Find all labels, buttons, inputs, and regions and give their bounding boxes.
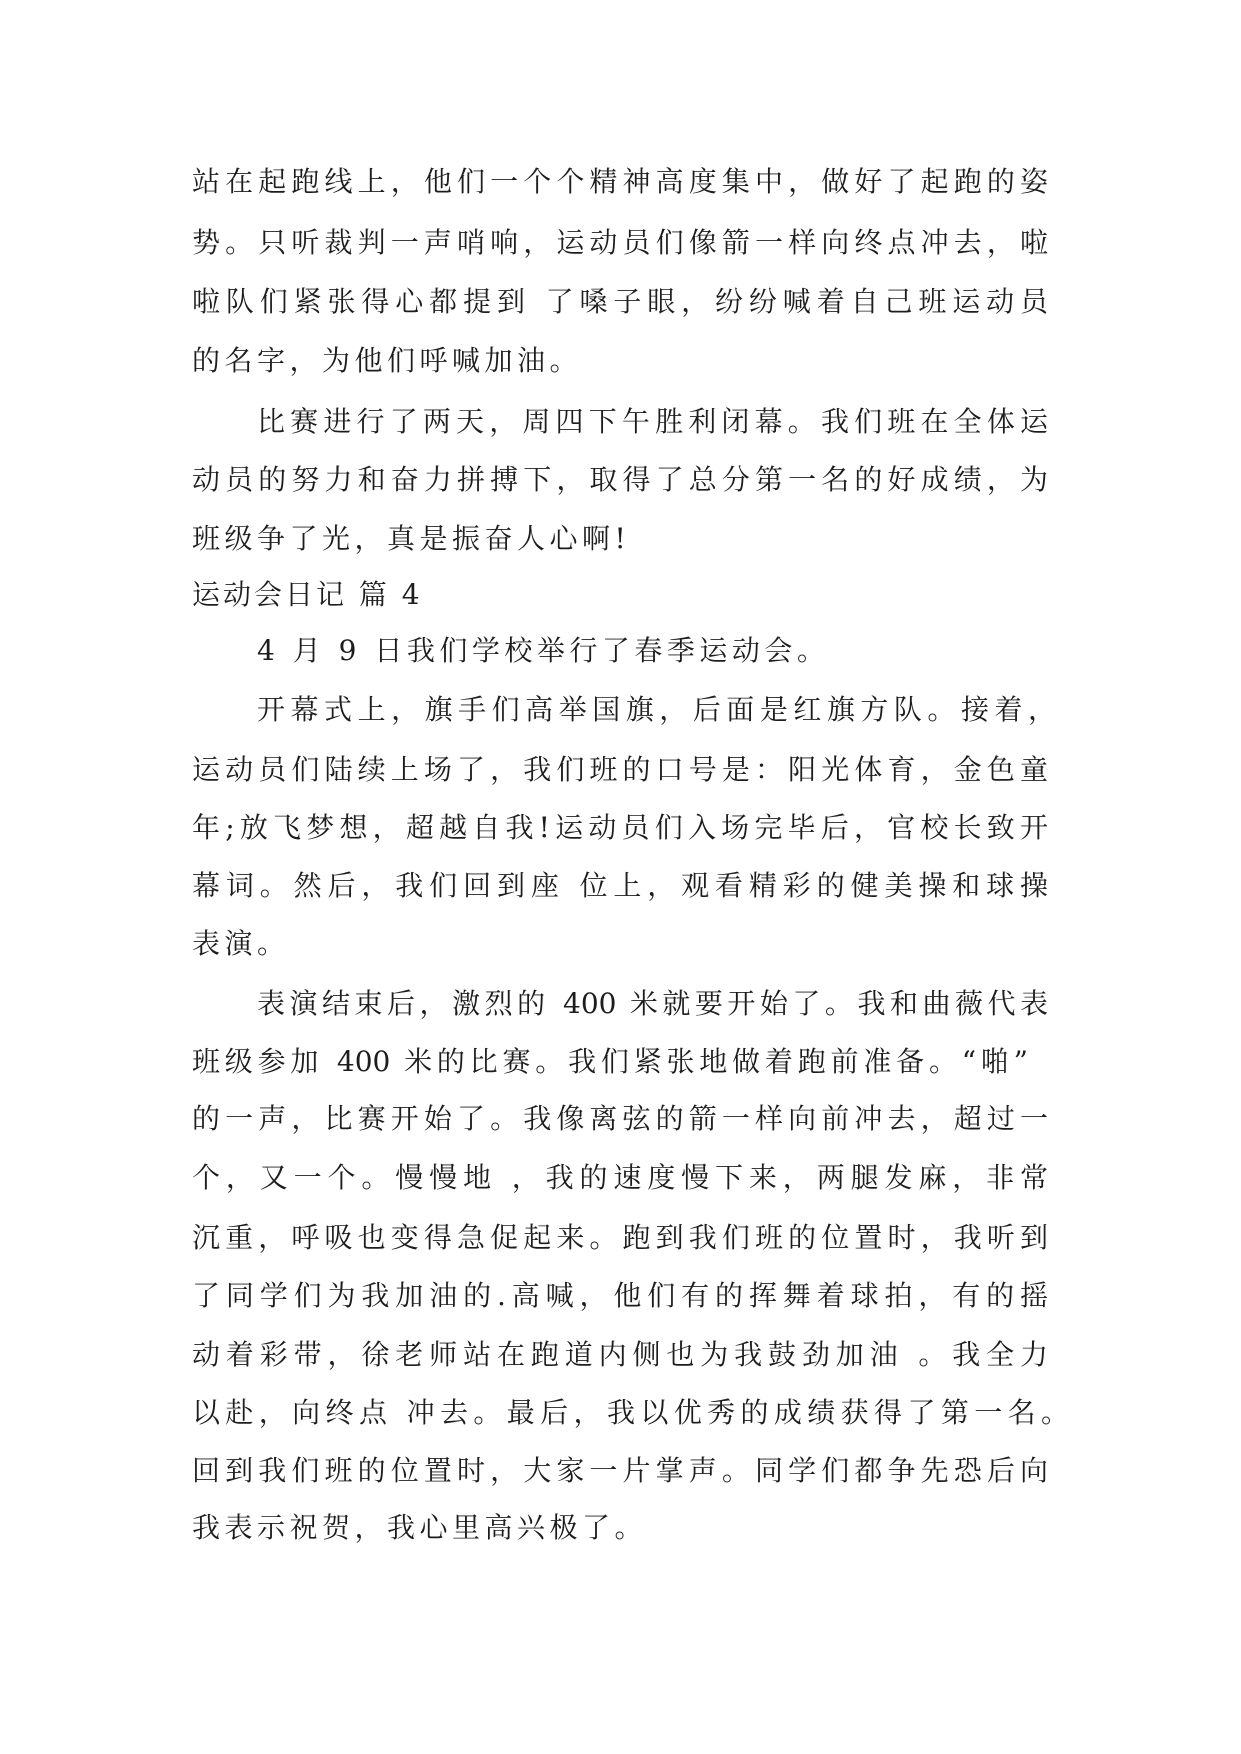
text-line: 沉重，呼吸也变得急促起来。跑到我们班的位置时，我听到 <box>192 1221 1048 1254</box>
text-line: 班级参加 400 米的比赛。我们紧张地做着跑前准备。“啪” <box>192 1045 1028 1078</box>
text-line: 运动员们陆续上场了，我们班的口号是：阳光体育，金色童 <box>192 753 1048 786</box>
text-line: 我表示祝贺，我心里高兴极了。 <box>192 1511 648 1544</box>
text-line: 表演结束后，激烈的 400 米就要开始了。我和曲薇代表 <box>257 987 1048 1020</box>
text-line: 表演。 <box>192 927 290 960</box>
text-line: 动着彩带，徐老师站在跑道内侧也为我鼓劲加油 。我全力 <box>192 1338 1048 1371</box>
text-line: 个，又一个。慢慢地 ，我的速度慢下来，两腿发麻，非常 <box>192 1161 1048 1194</box>
text-line: 了同学们为我加油的.高喊，他们有的挥舞着球拍，有的摇 <box>192 1279 1048 1312</box>
text-line: 站在起跑线上，他们一个个精神高度集中，做好了起跑的姿 <box>192 165 1048 198</box>
text-line: 年;放飞梦想，超越自我!运动员们入场完毕后，官校长致开 <box>192 811 1048 844</box>
text-line: 啦队们紧张得心都提到 了嗓子眼，纷纷喊着自己班运动员 <box>192 285 1048 318</box>
text-line: 4 月 9 日我们学校举行了春季运动会。 <box>257 634 830 667</box>
text-line: 的一声，比赛开始了。我像离弦的箭一样向前冲去，超过一 <box>192 1102 1048 1135</box>
text-line: 的名字，为他们呼喊加油。 <box>192 344 583 377</box>
text-line: 以赴，向终点 冲去。最后，我以优秀的成绩获得了第一名。 <box>192 1396 1069 1429</box>
section-heading: 运动会日记 篇 4 <box>192 578 423 611</box>
text-line: 回到我们班的位置时，大家一片掌声。同学们都争先恐后向 <box>192 1454 1048 1487</box>
text-line: 幕词。然后，我们回到座 位上，观看精彩的健美操和球操 <box>192 869 1048 902</box>
text-line: 开幕式上，旗手们高举国旗，后面是红旗方队。接着， <box>257 693 1056 726</box>
text-line: 动员的努力和奋力拼搏下，取得了总分第一名的好成绩，为 <box>192 463 1048 496</box>
text-line: 比赛进行了两天，周四下午胜利闭幕。我们班在全体运 <box>257 405 1048 438</box>
text-line: 势。只听裁判一声哨响，运动员们像箭一样向终点冲去，啦 <box>192 226 1048 259</box>
text-line: 班级争了光，真是振奋人心啊! <box>192 522 631 555</box>
